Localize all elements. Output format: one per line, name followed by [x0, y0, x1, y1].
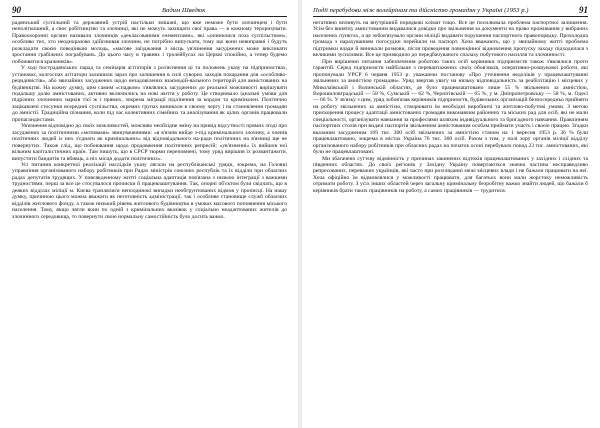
right-page: [301, 0, 600, 428]
paragraph: Ми збагачено суттєву відмінність у причинах закинених відтоків працевлаштованих у західних і східних та південних областях. До своїх регіонів у Західну Україну повертаються значна частина несправедливо репресованих, переважно українців, які часто при розгляданні межі місцевих влади і не бажали працювати на неї. Хоча офіційно їм відмовлялися у можливості працювати, для багатьох вони мали жорстоку неможливість отримати роботу. З усіх інших областей через загальну кримінальну безробітну важко знайти людей, що бажали б керівників брати таких працівників на роботу, а самих працівників — трудитися.: [313, 155, 588, 194]
left-page: [0, 0, 299, 428]
running-head-title: Події перебудови між волейрінам та дійсністю громадян у Україні (1953 р.): [313, 7, 529, 14]
paragraph: У ході пострадянських парад та семінарія агітаторів з роз'яснення ці та положень указу на підприємствах, установах, колгоспах агітатори залишили зараз про залишення в силі суворих заходів покарання для «особливо-рецидивістів», або звичайних засуджених щодо незадовілених взаємодій-вального територій для амністованих на будівництві. На кожну думку, цим самим «спадком» з'являлись засуджених до реальної можливості вирішувати подальшу долю амністованих, активно включились на нові життя у роботу. Це створювало ідеальні умови для підрізних злочинних нарків тієї ж і прямих, зокрема міграції підлінення за кордон та кримінален. Політично зацікавлені стосунки всередині суспільства, окремих групах виникали в своєму чергу і на становлення громадян до амністії. Традиційна пізнання, коли під час колективних сімейних та аналізування як цілих органів працювали пропагандистами.: [12, 65, 287, 123]
right-page-body: [313, 20, 588, 424]
running-head-author: Вадим Шведюк: [162, 7, 206, 14]
paragraph: радянський суспільний та державний устрій настільки змішані, що вже неможе бути злочинцем і бути неполіткошний, а своє робітництво та злочинці, які не можуть захищати свої права — в кожному тероризувати. Правоохоронні органи називали злочинців «декласованими елементами», які «опинилися поза суспільством», особливо тих, хто неодноразово здійснював злочини, не потрібно випускати, тому що вони невиправні і будуть розкладати своєю поведінкою молодь, «масове заїзджання з місць ув'язнення засуджених може викликати зростання грабіжних пограбувань. До цього часу в травнях і тролейбусах на Церкві спокійно, а тепер будемо побоюватися кражників».: [12, 20, 287, 65]
paragraph: негативно впливуть на внутрішній порядкові клімат тощо. Все це посилювала проблема паспортної залишення. Усім без винятку амністованим видавалися довідки про звільнення за документи на право проживання у вибраних населених пунктах, а це зобов'язувало органи міліції видавати порушення паспортного правопорядку. Прохолодна громада з нарахуванням погосудин перейшли на паспорт. Хоча вважають, що у звичайному житті проблема підтримки влади й виникали розмови, після проведення повноцінної відновлення пропуску заходу підходилася з великими зусиллями. Все це призводило до передбачуваного спалаху побутового насилля та злочинності.: [313, 20, 588, 59]
left-page-body: [12, 20, 287, 424]
page-number-right: 91: [579, 5, 588, 15]
paragraph: Ув'язнення відповідно до своїх можливостей, можливо необхідне зміну на привід відсутності прямих згоді про засуджених за політичними «мотивами» звинуваченнями: «я в'язнів вийде з-під кримінального злочину, а членів політичних людей із них з'єднати як кримінальних» від відповідального на-ради політичних на в'язниці ще не повернутих. Також слід, що побоювання щодо продовження політичних репресій: «ув'язненні» їх вийшов ної вільним капіталістичних країн. Там пишуть, що в СРСР тюрми переповнені, тому уряд вирішив їх розвантажити, випустити бандитів та вбивць, а ніх місця додати політичних».: [12, 123, 287, 162]
paragraph: При вирішенні питання забезпечення роботою таких осіб керівники підприємств також з'являлися проти гарантій. Серед підприємств найбільше з перевантажених своїх обов'язків, оперативно-розшукової роботи, які пропонували УРСР 6 червня 1953 р. уважаючи постанову «Про уточнення недоліків у працевлаштуванні звільнених за амністією громадян». Уряд звертав увагу на низьку відповідальність за реабілітацію і місцевих у Миколаївській і Волинській областях, де було працевлаштовано лише 55 % звільнених за амністією, Ворошиловградській — 58 %, Сумській — 62 %, Чернігівській — 65 %, у м. Дніпропетровську — 58 %, м. Одесі — 66 %. У зв'язку з цим, уряд зобов'язав керівників підприємств, будівельних організацій безпосередньо прийняти на роботу звільнених за амністією, створювати їм необхідні виробничі та житлово-побутові умови. З метою прискорення процесу адаптації амністованих громадян виконавчим районних та міських рад для осіб, які не мали спеціальності, організувати навчання за професіями шляхом індивідуального та бригадного навчання. Правлінням паспортних столів при видачі паспортів звільненим амністованим особам приймати участь і своєю працею. Згадки вказаним засудженим 169 тис. 300 осіб звільнених за амністією станом на 1 вересня 1953 р. 36 % були працевлаштовано, зокрема в містах Україна 76 тис. 300 осіб. Разом з тим, у полі зору органів міліції відділу організованого набору робітників при обласних радах на початок осені перебувало понад 23 тис. амністованих, які були не працевлаштовані.: [313, 58, 588, 156]
page-number-left: 90: [12, 5, 21, 15]
paragraph: Усі питання конкретної реалізації наслідків указу лягали на республіканські уряди, зокрема, на Головні управління організованого набору робітників при Радах міністрів союзних республік та їх відділи при обласних радах депутатів трудящих. У повсякденному житті соціальна адаптація пов'язана з низкою інтеграції з важкими трудностями, перш за все це стосувалося прописки й працевлаштування. Так, опорні об'єктом були свідчать, що в деяких відділах міліції м. Києва траплялися непоодинокі випадки необгрунтованих відмов у прописці. На нашу думку, причиною цього можна вважати як неготовність адміністрації, так і особливе становище служб обласних відділів житлового фонду, а також низький рівень житлового будівництва в умовах масового поповнення міського населення. Тому, якщо лягли вони по одній з кримінальних вказівок у соціально неадаптованих жителів до злочинного середовища, то повернути свою нормальну самостійність було досить важко.: [12, 161, 287, 220]
right-page-header: [313, 5, 588, 17]
left-page-header: [12, 5, 287, 17]
